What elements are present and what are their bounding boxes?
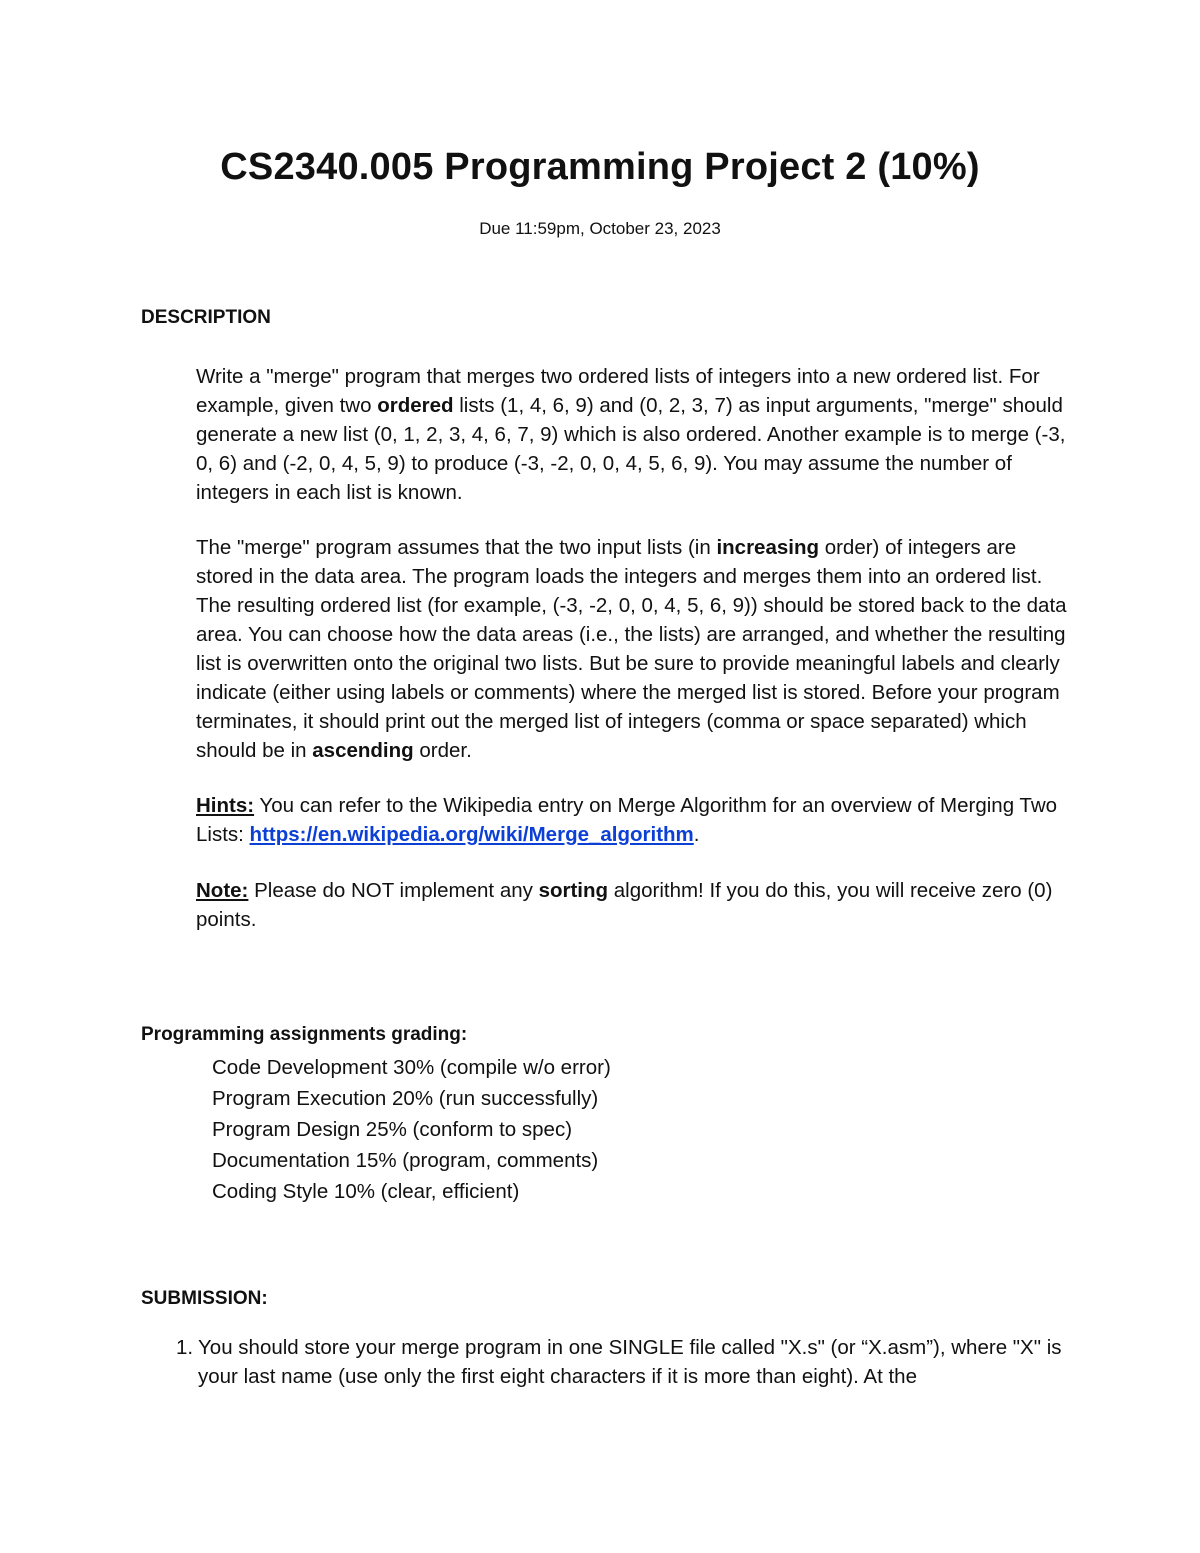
text-run: order) of integers are stored in the data area. The program loads the integers and merges them into an ordered list. The resulting ordered list (for example, (-3, -2, 0, 0, 4, 5, 6, 9)) should be stored back to the data area. You can choose how the data areas (i.e., the lists) are arranged, and whether the resulting list is overwritten onto the original two lists. But be sure to provide meaningful labels and clearly indicate (either using labels or comments) where the merged list is stored. Before your program terminates, it should print out the merged list of integers (comma or space separated) which should be in: [196, 536, 1067, 762]
grading-item: Code Development 30% (compile w/o error): [212, 1056, 611, 1079]
grading-item: Documentation 15% (program, comments): [212, 1149, 599, 1172]
due-date: Due 11:59pm, October 23, 2023: [479, 219, 721, 238]
text-run: lists (1, 4, 6, 9) and (0, 2, 3, 7) as input arguments, "merge" should generate a new list (0, 1, 2, 3, 4, 6, 7, 9) which is also ordered. Another example is to merge (-3, 0, 6) and (-2, 0, 4, 5, 9) to produce (-3, -2, 0, 0, 4, 5, 6, 9). You may assume the number of integers in each list is known.: [196, 394, 1066, 504]
hints-paragraph: [196, 791, 1076, 849]
text-run: algorithm! If you do this, you will receive zero (0) points.: [196, 879, 1053, 931]
submission-list: [176, 1333, 1076, 1391]
page-title: CS2340.005 Programming Project 2 (10%): [220, 146, 980, 188]
wikipedia-merge-link[interactable]: https://en.wikipedia.org/wiki/Merge_algorithm: [249, 823, 694, 846]
bold-text-ordered: ordered: [377, 394, 454, 417]
text-run: Write a "merge" program that merges two ordered lists of integers into a new ordered list. For example, given two: [196, 365, 1040, 417]
text-run: Please do NOT implement any: [248, 879, 539, 902]
submission-item: [176, 1333, 1076, 1391]
description-heading: DESCRIPTION: [141, 307, 271, 328]
description-paragraph-1: [196, 362, 1076, 507]
hints-text: You can refer to the Wikipedia entry on Merge Algorithm for an overview of Merging Two Lists:: [196, 794, 1058, 846]
grading-item: Program Design 25% (conform to spec): [212, 1118, 573, 1141]
description-paragraph-2: [196, 533, 1076, 765]
grading-item: Coding Style 10% (clear, efficient): [212, 1180, 520, 1203]
grading-list: [212, 1052, 611, 1207]
note-label: Note:: [196, 879, 249, 902]
bold-text-sorting: sorting: [538, 879, 609, 902]
bold-text-increasing: increasing: [716, 536, 819, 559]
grading-item: Program Execution 20% (run successfully): [212, 1087, 599, 1110]
submission-item-number: 1.: [176, 1336, 194, 1359]
text-run: The "merge" program assumes that the two input lists (in: [196, 536, 717, 559]
grading-heading: Programming assignments grading:: [141, 1024, 468, 1045]
submission-heading: SUBMISSION:: [141, 1288, 268, 1309]
note-paragraph: [196, 876, 1076, 934]
submission-item-text: You should store your merge program in one SINGLE file called "X.s" (or “X.asm”), where "X" is your last name (use only the first eight characters if it is more than eight). At the: [198, 1336, 1062, 1388]
hints-end: .: [693, 823, 700, 846]
bold-text-ascending: ascending: [312, 739, 414, 762]
hints-label: Hints:: [196, 794, 255, 817]
text-run: order.: [413, 739, 472, 762]
